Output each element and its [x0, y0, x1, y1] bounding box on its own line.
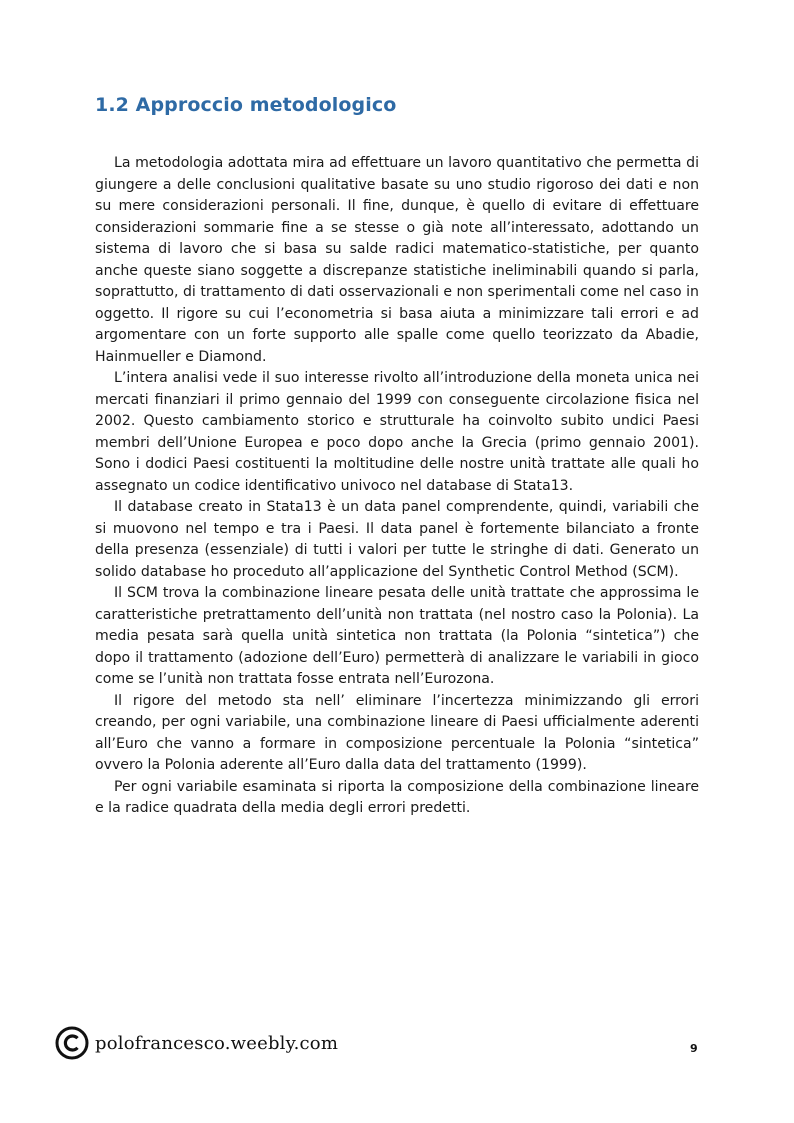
section-title: 1.2 Approccio metodologico: [95, 94, 397, 116]
site-url: polofrancesco.weebly.com: [95, 1032, 339, 1054]
footer-logo: [55, 1025, 338, 1061]
copyright-icon: [55, 1026, 89, 1060]
paragraph: Per ogni variabile esaminata si riporta la composizione della combinazione lineare e la radice quadrata della media degli errori predetti.: [95, 778, 699, 816]
paragraph: Il SCM trova la combinazione lineare pesata delle unità trattate che approssima le caratteristiche pretrattamento dell’unità non trattata (nel nostro caso la Polonia). La media pesata sarà quella unità sintetica non trattata (la Polonia “sintetica”) che dopo il trattamento (adozione dell’Euro) permetterà di analizzare le variabili in gioco come se l’unità non trattata fosse entrata nell’Eurozona.: [95, 585, 699, 687]
page-number: 9: [690, 1042, 698, 1055]
body-text: [95, 153, 699, 820]
paragraph: Il database creato in Stata13 è un data panel comprendente, quindi, variabili che si muovono nel tempo e tra i Paesi. Il data panel è fortemente bilanciato a fronte della presenza (essenziale) di tutti i valori per tutte le stringhe di dati. Generato un solido database ho proceduto all’applicazione del Synthetic Control Method (SCM).: [95, 499, 699, 580]
paragraph: La metodologia adottata mira ad effettuare un lavoro quantitativo che permetta di giungere a delle conclusioni qualitative basate su uno studio rigoroso dei dati e non su mere considerazioni personali. Il fine, dunque, è quello di evitare di effettuare considerazioni sommarie fine a se stesse o già note all’interessato, adottando un sistema di lavoro che si basa su salde radici matematico-statistiche, per quanto anche queste siano soggette a discrepanze statistiche ineliminabili quando si parla, soprattutto, di trattamento di dati osservazionali e non sperimentali come nel caso in oggetto. Il rigore su cui l’econometria si basa aiuta a minimizzare tali errori e ad argomentare con un forte supporto alle spalle come quello teorizzato da Abadie, Hainmueller e Diamond.: [95, 155, 699, 365]
paragraph: Il rigore del metodo sta nell’ eliminare l’incertezza minimizzando gli errori creando, per ogni variabile, una combinazione lineare di Paesi ufficialmente aderenti all’Euro che vanno a formare in composizione percentuale la Polonia “sintetica” ovvero la Polonia aderente all’Euro dalla data del trattamento (1999).: [95, 692, 699, 773]
paragraph: L’intera analisi vede il suo interesse rivolto all’introduzione della moneta unica nei mercati finanziari il primo gennaio del 1999 con conseguente circolazione fisica nel 2002. Questo cambiamento storico e strutturale ha coinvolto subito undici Paesi membri dell’Unione Europea e poco dopo anche la Grecia (primo gennaio 2001). Sono i dodici Paesi costituenti la moltitudine delle nostre unità trattate alle quali ho assegnato un codice identificativo univoco nel database di Stata13.: [95, 370, 699, 494]
